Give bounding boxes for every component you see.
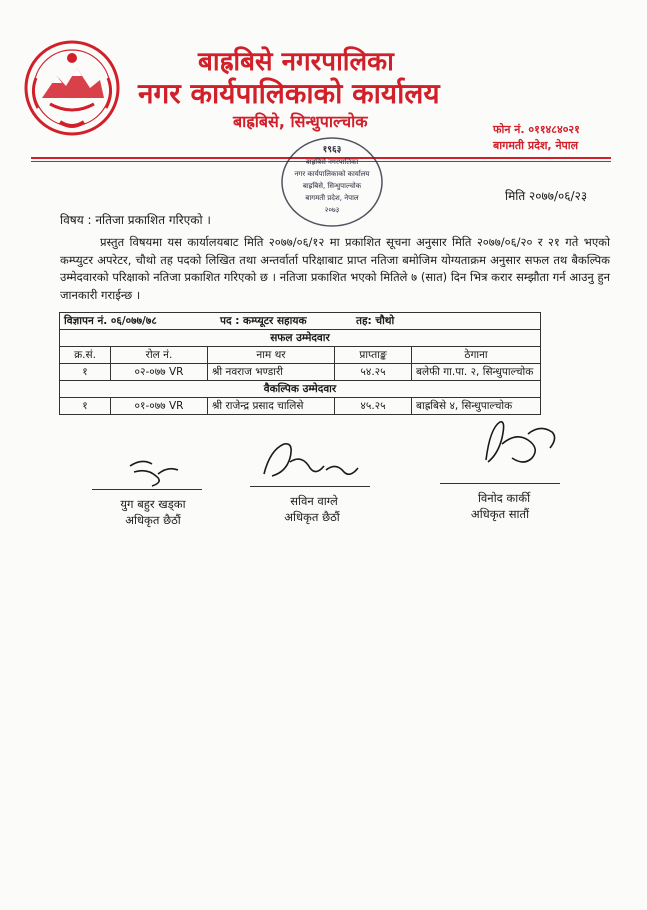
stamp-line1: बाह्रबिसे नगरपालिका [305, 158, 359, 166]
roll-cell: ०१-०७७ VR [111, 398, 208, 415]
advertisement-row [60, 313, 541, 330]
signatory-name-2: सविन वाग्ले [290, 494, 338, 508]
successful-heading: सफल उम्मेदवार [60, 330, 541, 347]
signatory-name-3: विनोद कार्की [477, 491, 531, 505]
column-header: नाम थर [208, 347, 335, 364]
province-name: बागमती प्रदेश, नेपाल [493, 139, 579, 152]
section-heading-successful [60, 330, 541, 347]
column-header: रोल नं. [111, 347, 208, 364]
stamp-seal-number: १९६३ [322, 145, 342, 155]
post-name: पद : कम्प्यूटर सहायक [220, 315, 307, 327]
name-cell: श्री राजेन्द्र प्रसाद चालिसे [208, 398, 335, 415]
signature-3 [466, 414, 566, 474]
table-row [60, 398, 541, 415]
column-header: क्र.सं. [60, 347, 111, 364]
column-header: प्राप्ताङ्क [335, 347, 412, 364]
serial-cell: १ [60, 364, 111, 381]
table-header-row [60, 347, 541, 364]
post-level: तह: चौथो [356, 315, 395, 327]
signature-2 [250, 432, 370, 492]
signature-line-3 [440, 483, 560, 484]
section-heading-alternate [60, 381, 541, 398]
signatory-title-2: अधिकृत छैठौं [284, 510, 340, 524]
score-cell: ५४.२५ [335, 364, 412, 381]
score-cell: ४५.२५ [335, 398, 412, 415]
signature-1 [112, 448, 192, 493]
advertisement-number: विज्ञापन नं. ०६/०७७/७८ [64, 315, 157, 327]
stamp-line2: नगर कार्यपालिकाको कार्यालय [294, 170, 370, 178]
advertisement-cell [60, 313, 541, 330]
signature-line-2 [250, 486, 370, 487]
letter-body [60, 234, 610, 304]
signature-line-1 [92, 489, 202, 490]
signatory-title-3: अधिकृत सातौं [470, 507, 530, 521]
stamp-line3: बाह्रबिसे, सिन्धुपाल्चोक [302, 182, 362, 190]
alternate-heading: वैकल्पिक उम्मेदवार [60, 381, 541, 398]
municipality-name: बाह्रबिसे नगरपालिका [198, 47, 394, 77]
stamp-line5: २०७३ [324, 206, 340, 214]
name-cell: श्री नवराज भण्डारी [208, 364, 335, 381]
stamp-line4: बागमती प्रदेश, नेपाल [305, 194, 359, 202]
signatory-title-1: अधिकृत छैठौं [125, 513, 181, 527]
results-table [59, 312, 541, 415]
letter-subject: विषय : नतिजा प्रकाशित गरिएको । [60, 213, 211, 227]
table-row [60, 364, 541, 381]
office-address: बाह्रबिसे, सिन्धुपाल्चोक [233, 112, 368, 131]
letter-body-text: प्रस्तुत विषयमा यस कार्यालयबाट मिति २०७७/०६/१२ मा प्रकाशित सूचना अनुसार मिति २०७७/०६/२० र २१ गते भएको कम्प्युटर अपरेटर, चौथो तह पदको लिखित तथा अन्तर्वार्ता परिक्षाबाट प्राप्त नतिजा बमोजिम योग्यताक्रम अनुसार सफल तथ बैकल्पिक उम्मेदवारको परिक्षाको नतिजा प्रकाशित गरिएको छ । नतिजा प्रकाशित भएको मितिले ७ (सात) दिन भित्र करार सम्झौता गर्न आउनु हुन जानकारी गराईन्छ । [60, 235, 610, 302]
address-cell: बलेफी गा.पा. २, सिन्धुपाल्चोक [412, 364, 541, 381]
address-cell: बाह्रबिसे ४, सिन्धुपाल्चोक [412, 398, 541, 415]
roll-cell: ०२-०७७ VR [111, 364, 208, 381]
column-header: ठेगाना [412, 347, 541, 364]
office-name: नगर कार्यपालिकाको कार्यालय [138, 77, 440, 110]
letter-date: मिति २०७७/०६/२३ [505, 189, 588, 203]
office-stamp [272, 130, 392, 230]
phone-number: फोन नं. ०११४८४०२१ [493, 123, 580, 136]
signatory-name-1: युग बहुर खड्का [120, 497, 186, 511]
serial-cell: १ [60, 398, 111, 415]
nepal-emblem-logo [22, 38, 122, 138]
